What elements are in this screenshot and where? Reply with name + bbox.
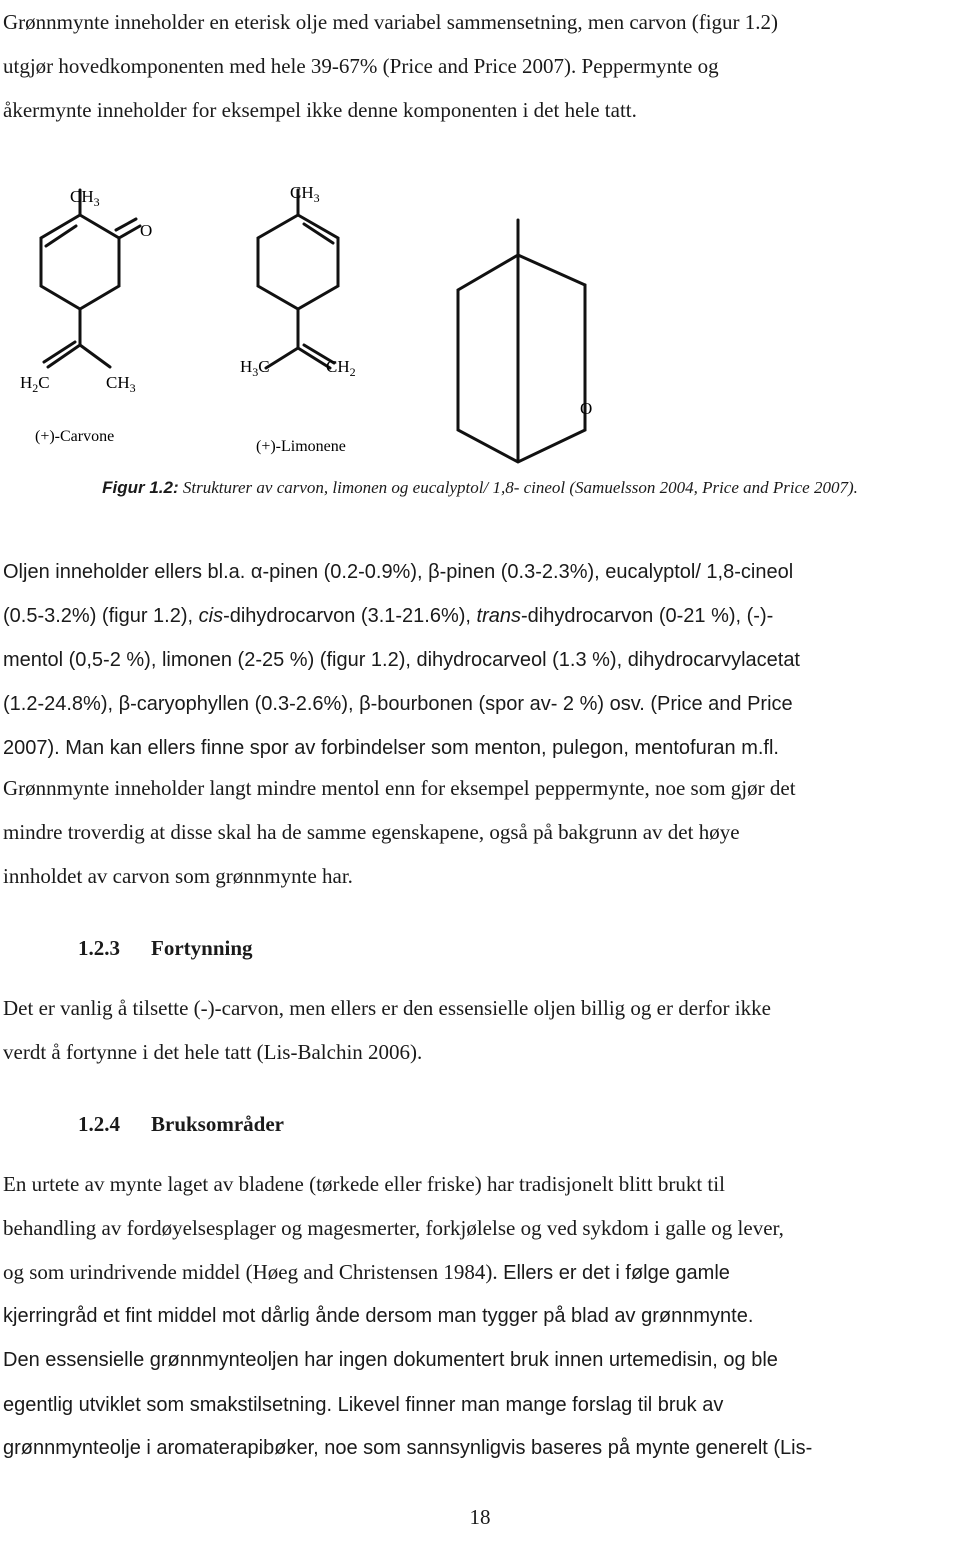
bruk-line-4: kjerringråd et fint middel mot dårlig ånde dersom man tygger på blad av grønnmynte. <box>3 1305 754 1327</box>
bruk-line-5: Den essensielle grønnmynteoljen har ingen dokumentert bruk innen urtemedisin, og ble <box>3 1349 778 1371</box>
oil-composition-paragraph <box>3 550 955 770</box>
carvone-ch3-top: $CH_3$ <box>70 187 100 209</box>
limonene-ch3-top: $CH_3$ <box>290 183 320 205</box>
limonene-ch2: $CH_2$ <box>326 357 356 379</box>
bruksomrader-paragraph <box>3 1162 955 1470</box>
intro-line-2: utgjør hovedkomponenten med hele 39-67% (Price and Price 2007). Peppermynte og <box>3 54 719 78</box>
structure-figure <box>0 160 960 470</box>
oil-line-4: (1.2-24.8%), β-caryophyllen (0.3-2.6%), β-bourbonen (spor av- 2 %) osv. (Price and Price <box>3 693 793 715</box>
fortynning-line-1: Det er vanlig å tilsette (-)-carvon, men ellers er den essensielle oljen billig og er derfor ikke <box>3 996 771 1020</box>
oil-line-5: 2007). Man kan ellers finne spor av forbindelser som menton, pulegon, mentofuran m.fl. <box>3 737 779 759</box>
section-number: 1.2.4 <box>78 1112 120 1136</box>
menthol-line-1: Grønnmynte inneholder langt mindre mentol enn for eksempel peppermynte, noe som gjør det <box>3 776 796 800</box>
intro-line-1: Grønnmynte inneholder en eterisk olje med variabel sammensetning, men carvon (figur 1.2) <box>3 10 779 34</box>
oil-line-3: mentol (0,5-2 %), limonen (2-25 %) (figur 1.2), dihydrocarveol (1.3 %), dihydrocarvylacetat <box>3 649 800 671</box>
fortynning-line-2: verdt å fortynne i det hele tatt (Lis-Balchin 2006). <box>3 1040 423 1064</box>
section-heading-fortynning <box>78 936 253 961</box>
limonene-label: (+)-Limonene <box>256 438 346 455</box>
intro-paragraph <box>3 0 955 132</box>
carvone-ch3-right: $CH_3$ <box>106 373 136 395</box>
cineol-structure <box>458 220 585 462</box>
cineol-oxygen: O <box>580 399 593 418</box>
caption-label: Figur 1.2: <box>102 478 179 497</box>
menthol-line-2: mindre troverdig at disse skal ha de samme egenskapene, også på bakgrunn av det høye <box>3 820 740 844</box>
bruk-line-6: egentlig utviklet som smakstilsetning. Likevel finner man mange forslag til bruk av <box>3 1394 724 1416</box>
section-number: 1.2.3 <box>78 936 120 960</box>
carvone-label: (+)-Carvone <box>35 428 115 445</box>
intro-line-3: åkermynte inneholder for eksempel ikke denne komponenten i det hele tatt. <box>3 98 637 122</box>
bruk-line-2: behandling av fordøyelsesplager og magesmerter, forkjølelse og ved sykdom i galle og lever, <box>3 1216 784 1240</box>
limonene-structure <box>258 190 338 368</box>
section-heading-bruksomrader <box>78 1112 284 1137</box>
caption-text: Strukturer av carvon, limonen og eucalyptol/ 1,8- cineol (Samuelsson 2004, Price and Price 2007). <box>178 478 858 497</box>
limonene-h3c: $H_3C$ <box>240 357 270 379</box>
figure-caption <box>0 478 960 498</box>
page-number: 18 <box>469 1505 491 1529</box>
bruk-line-3: og som urindrivende middel (Høeg and Christensen 1984). Ellers er det i følge gamle <box>3 1260 730 1284</box>
structure-drawings <box>0 160 960 470</box>
carvone-structure <box>41 190 140 367</box>
oil-line-2: (0.5-3.2%) (figur 1.2), cis-dihydrocarvon (3.1-21.6%), trans-dihydrocarvon (0-21 %), (-)- <box>3 605 774 627</box>
section-title: Bruksområder <box>151 1112 284 1136</box>
bruk-line-1: En urtete av mynte laget av bladene (tørkede eller friske) har tradisjonelt blitt brukt til <box>3 1172 725 1196</box>
carvone-oxygen: O <box>140 221 153 240</box>
carvone-h2c: $H_2C$ <box>20 373 50 395</box>
bruk-line-7: grønnmynteolje i aromaterapibøker, noe som sannsynligvis baseres på mynte generelt (Lis- <box>3 1437 813 1459</box>
menthol-paragraph <box>3 766 955 898</box>
oil-line-1: Oljen inneholder ellers bl.a. α-pinen (0.2-0.9%), β-pinen (0.3-2.3%), eucalyptol/ 1,8-cineol <box>3 561 794 583</box>
fortynning-paragraph <box>3 986 955 1074</box>
menthol-line-3: innholdet av carvon som grønnmynte har. <box>3 864 353 888</box>
section-title: Fortynning <box>151 936 253 960</box>
